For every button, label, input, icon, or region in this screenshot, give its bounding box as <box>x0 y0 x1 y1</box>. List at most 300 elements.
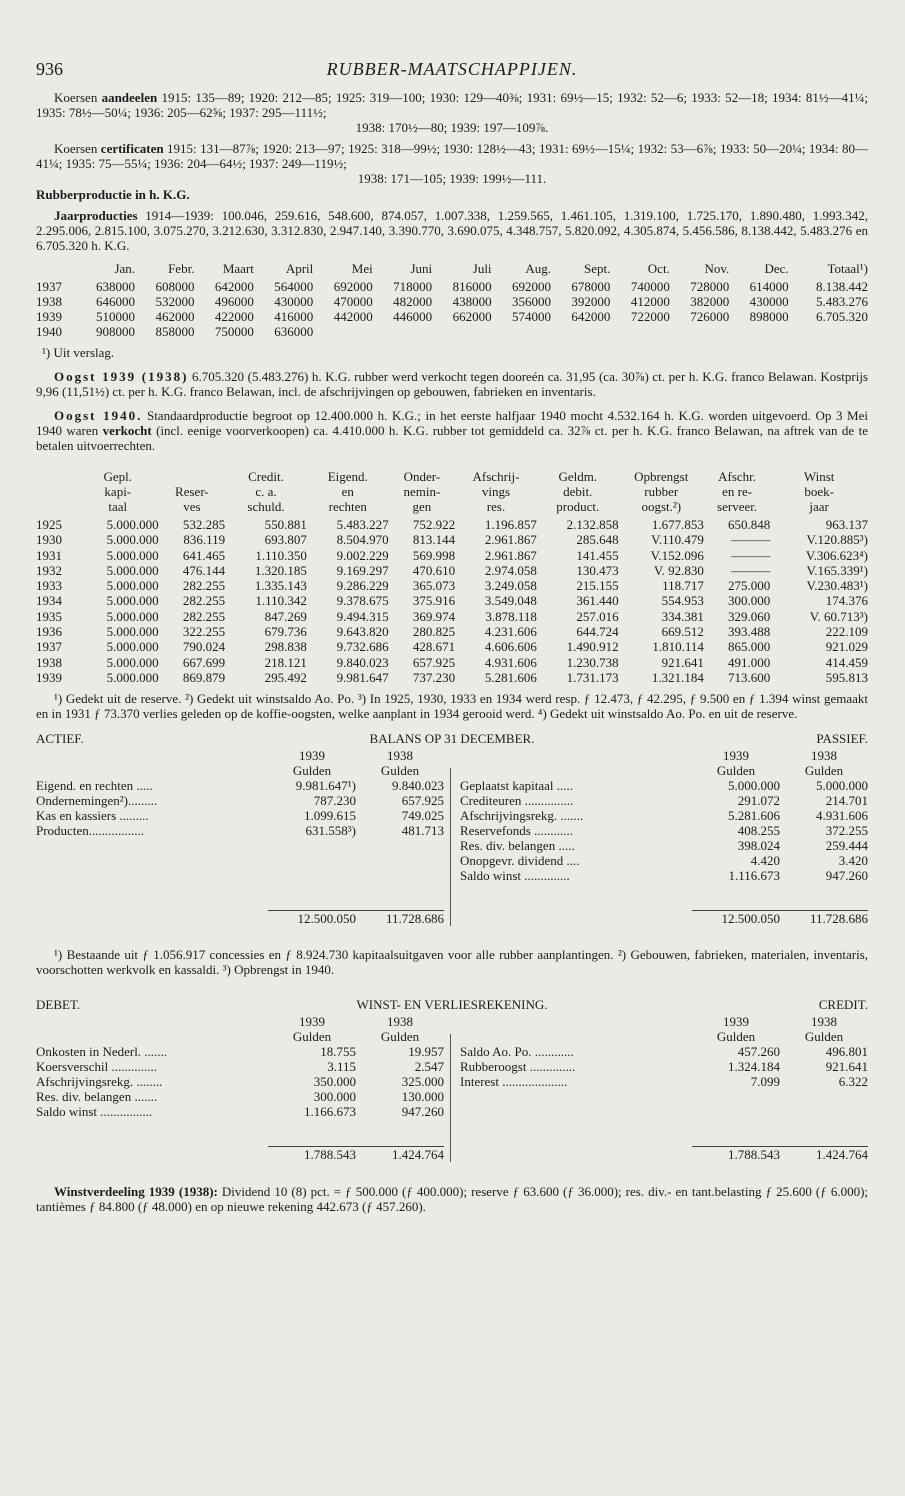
financial-cell: 1.490.912 <box>566 639 619 655</box>
financial-header-cell: Gepl. <box>103 469 133 484</box>
financial-cell: 1.321.184 <box>651 669 704 685</box>
monthly-cell: 908000 <box>96 324 136 339</box>
monthly-cell: 470000 <box>333 294 373 309</box>
financial-cell: 334.381 <box>661 608 704 624</box>
balans-passief-total: 12.500.050 11.728.686 <box>460 910 868 926</box>
financial-cell: 1931 <box>36 547 62 563</box>
monthly-cell: 642000 <box>571 309 611 324</box>
financial-cell: 8.504.970 <box>336 532 389 548</box>
winstverlies-credit-cell: 7.099 <box>750 1074 780 1090</box>
balans-passief-row <box>460 823 868 838</box>
financial-cell: 1930 <box>36 532 62 548</box>
balans-passief-cell: 291.072 <box>737 793 780 809</box>
financial-cell: 295.492 <box>264 669 307 685</box>
winstverlies-credit-cell: Rubberoogst .............. <box>460 1059 576 1075</box>
oogst-1940: Oogst 1940. Standaardproductie begroot op 12.400.000 h. K.G.; in het eerste halfjaar 1940 mocht 4.532.164 h. K.G. worden uitgevoerd. Op 3 Mei 1940 waren verkocht (incl. eenige voorverkoopen) ca. 4.410.000 h. K.G. rubber tot gemiddeld ca. 32⅞ ct. per h. K.G. franco Belawan, na aftrek van de te betalen uitvoerrechten. <box>36 408 868 453</box>
balans-actief-cell: 657.925 <box>401 793 444 809</box>
financial-header-cell: Afschr. <box>718 469 757 484</box>
financial-cell: 1.320.185 <box>254 562 307 578</box>
monthly-cell: 416000 <box>274 309 314 324</box>
financial-cell: 2.961.867 <box>484 532 537 548</box>
financial-cell: 9.732.686 <box>336 639 389 655</box>
financial-cell: 5.000.000 <box>106 562 159 578</box>
monthly-cell: 6.705.320 <box>816 309 868 324</box>
winstverlies-debet: 1939 1938 Gulden Gulden Onkosten in Nederl. ....... 18.755 19.957 Koersverschil .............. 3.115 2.547 Afschrijvingsrekg. ........ 350.000 325.000 Res. div. belangen ....... 300.000 130.000 Saldo winst ................ 1.166.673 947.260 1.788.543 1.424.764 <box>36 1014 444 1162</box>
balans-footnote: ¹) Bestaande uit ƒ 1.056.917 concessies en ƒ 8.924.730 kapitaalsuitgaven voor alle rubber aanplantingen. ²) Gebouwen, fabrieken, materialen, inventaris, voorschotten werkvolk en kassaldi. ³) Opbrengst in 1940. <box>36 947 868 978</box>
financial-cell: 282.255 <box>182 578 226 594</box>
monthly-cell: 1938 <box>36 294 62 309</box>
financial-cell: 476.144 <box>182 562 226 578</box>
winstverlies-debet-row <box>36 1059 444 1074</box>
monthly-header-cell: Juli <box>472 261 492 276</box>
winstverlies-credit: 1939 1938 Gulden Gulden Saldo Ao. Po. ............ 457.260 496.801 Rubberoogst .............. 1.324.184 921.641 Interest .................... 7.099 6.322 1.788.543 1.424.764 <box>460 1014 868 1162</box>
financial-cell: 3.878.118 <box>485 608 537 624</box>
monthly-header-cell: Oct. <box>647 261 670 276</box>
winstverlies-title: WINST- EN VERLIESREKENING. <box>356 997 548 1013</box>
winstverlies-credit-row <box>460 1044 868 1059</box>
balans-passief-cell: Reservefonds ............ <box>460 823 574 839</box>
running-head: RUBBER-MAATSCHAPPIJEN. <box>326 59 578 79</box>
monthly-row <box>36 324 868 339</box>
financial-cell: 1934 <box>36 593 62 609</box>
balans-actief-title: ACTIEF. <box>36 731 84 747</box>
balans-actief-total: 12.500.050 11.728.686 <box>36 910 444 926</box>
financial-header-cell: debit. <box>563 484 593 499</box>
financial-cell: 569.998 <box>412 547 456 563</box>
winstverlies-credit-cell: 6.322 <box>838 1074 868 1090</box>
financial-cell: 9.286.229 <box>336 578 389 594</box>
financial-header-cell <box>36 484 77 499</box>
financial-cell: 1.677.853 <box>651 517 704 532</box>
jaarproducties: Jaarproducties 1914—1939: 100.046, 259.616, 548.600, 874.057, 1.007.338, 1.259.565, 1.461.105, 1.319.100, 1.725.170, 1.890.480, 1.993.342, 2.295.006, 2.815.100, 3.075.270, 3.212.630, 3.312.830, 2.947.140, 3.390.770, 3.690.075, 4.348.757, 5.820.092, 4.305.874, 5.456.586, 8.138.442, 5.483.276 en 6.705.320 h. K.G. <box>36 208 868 253</box>
financial-cell: 5.000.000 <box>106 624 159 640</box>
monthly-cell: 430000 <box>274 294 314 309</box>
financial-cell: 3.249.058 <box>484 578 537 594</box>
financial-cell: 3.549.048 <box>484 593 537 609</box>
financial-cell: 282.255 <box>182 608 226 624</box>
financial-cell: 847.269 <box>264 608 307 624</box>
monthly-row <box>36 294 868 309</box>
financial-header-cell: boek- <box>804 484 834 499</box>
financial-cell: 1.810.114 <box>652 639 704 655</box>
financial-cell: 141.455 <box>576 547 619 563</box>
financial-header-cell: gen <box>412 499 432 514</box>
monthly-cell <box>789 324 868 339</box>
monthly-cell: 482000 <box>393 294 433 309</box>
monthly-header-cell: Juni <box>410 261 433 276</box>
monthly-cell: 692000 <box>333 279 373 294</box>
monthly-footnote: ¹) Uit verslag. <box>42 345 115 360</box>
financial-header-cell: schuld. <box>247 499 285 514</box>
financial-cell: 693.807 <box>264 532 307 548</box>
monthly-cell: 446000 <box>393 309 433 324</box>
balans-passief-cell: 5.281.606 <box>728 808 780 824</box>
balans-actief-row <box>36 793 444 808</box>
winstverlies-debet-row <box>36 1074 444 1089</box>
balans-passief-cell: 1.116.673 <box>728 868 780 884</box>
financial-cell: 1936 <box>36 624 62 640</box>
balans-passief-cell: 5.000.000 <box>816 778 868 794</box>
financial-cell: 280.825 <box>412 624 456 640</box>
balans-actief-cell: 9.981.647¹) <box>295 778 356 794</box>
winstverlies-divider <box>450 1034 451 1162</box>
balans-passief-row <box>460 808 868 823</box>
financial-header-cell: rubber <box>644 484 679 499</box>
financial-cell: 4.606.606 <box>484 639 537 655</box>
financial-row <box>36 548 868 563</box>
monthly-cell: 642000 <box>214 279 254 294</box>
monthly-cell: 438000 <box>452 294 492 309</box>
financial-cell: 9.169.297 <box>336 562 389 578</box>
monthly-header-cell: Jan. <box>114 261 136 276</box>
financial-cell: ——— <box>731 562 771 578</box>
winstverlies-credit-cell: 496.801 <box>825 1044 868 1060</box>
financial-cell: 1939 <box>36 669 62 685</box>
monthly-cell: 750000 <box>214 324 254 339</box>
balans-actief: 1939 1938 Gulden Gulden Eigend. en rechten ..... 9.981.647¹) 9.840.023 Ondernemingen²)......... 787.230 657.925 Kas en kassiers ......... 1.099.615 749.025 Producten................. 631.558³) 481.713 12.500.050 11.728.686 <box>36 748 444 926</box>
financial-header-cell: Reser- <box>175 484 209 499</box>
winstverlies-credit-row <box>460 1059 868 1074</box>
financial-cell: 5.000.000 <box>106 532 159 548</box>
financial-cell: 641.465 <box>182 547 226 563</box>
monthly-header-cell: Aug. <box>525 261 551 276</box>
financial-cell: 1935 <box>36 608 62 624</box>
financial-cell: 215.155 <box>576 578 619 594</box>
financial-cell: 130.473 <box>576 562 619 578</box>
monthly-row <box>36 279 868 294</box>
monthly-cell: 1939 <box>36 309 62 324</box>
financial-header-cell <box>159 469 225 484</box>
balans-passief-cell: 408.255 <box>737 823 780 839</box>
winstverlies-credit-cell: Saldo Ao. Po. ............ <box>460 1044 574 1060</box>
winstverlies-credit-cell: Interest .................... <box>460 1074 568 1090</box>
financial-cell: 9.002.229 <box>336 547 389 563</box>
financial-cell: V.306.623⁴) <box>805 547 868 563</box>
financial-cell: 790.024 <box>182 639 226 655</box>
financial-cell: 921.029 <box>825 639 868 655</box>
financial-cell: V.230.483¹) <box>806 578 868 594</box>
financial-header-cell: kapi- <box>104 484 132 499</box>
balans-section <box>36 731 868 977</box>
balans-title: BALANS OP 31 DECEMBER. <box>369 731 535 747</box>
financial-cell: 4.931.606 <box>484 654 537 670</box>
winstverlies-columns <box>36 1014 868 1180</box>
monthly-cell: 442000 <box>333 309 373 324</box>
winstverlies-debet-row <box>36 1104 444 1119</box>
winstverlies-debet-cell: 350.000 <box>313 1074 356 1090</box>
financial-header-cell: product. <box>556 499 600 514</box>
financial-cell: 554.953 <box>661 593 704 609</box>
balans-actief-cell: Kas en kassiers ......... <box>36 808 149 824</box>
monthly-cell <box>610 324 669 339</box>
financial-cell: 1.731.173 <box>566 669 619 685</box>
winstverlies-debet-cell: Koersverschil .............. <box>36 1059 157 1075</box>
monthly-cell: 392000 <box>571 294 611 309</box>
balans-actief-cell: Producten................. <box>36 823 144 839</box>
financial-cell: 5.000.000 <box>106 578 159 594</box>
financial-cell: 414.459 <box>825 654 868 670</box>
monthly-cell <box>492 324 551 339</box>
monthly-cell: 858000 <box>155 324 195 339</box>
winstverlies-credit-title: CREDIT. <box>818 997 868 1013</box>
financial-cell: 737.230 <box>412 669 456 685</box>
financial-cell: 679.736 <box>264 624 307 640</box>
financial-cell: 869.879 <box>182 669 226 685</box>
monthly-cell: 816000 <box>452 279 492 294</box>
financial-cell: 491.000 <box>728 654 771 670</box>
winstverlies-debet-cell: 18.755 <box>320 1044 356 1060</box>
financial-cell: 470.610 <box>412 562 456 578</box>
financial-cell: 5.281.606 <box>484 669 537 685</box>
balans-passief-row <box>460 868 868 883</box>
financial-footnote: ¹) Gedekt uit de reserve. ²) Gedekt uit winstsaldo Ao. Po. ³) In 1925, 1930, 1933 en 1934 werd resp. ƒ 12.473, ƒ 42.295, ƒ 9.500 en ƒ 1.394 winst gemaakt en in 1931 ƒ 73.370 verlies geleden op de koffie-oogsten, welke aanplant in 1934 gerooid werd. ⁴) Gedekt uit winstsaldo Ao. Po. en uit de reserve. <box>36 691 868 722</box>
monthly-header-cell: Dec. <box>764 261 789 276</box>
monthly-cell: 678000 <box>571 279 611 294</box>
winstverlies-credit-cell: 457.260 <box>737 1044 780 1060</box>
balans-passief-cell: Saldo winst .............. <box>460 868 570 884</box>
monthly-cell: 692000 <box>511 279 551 294</box>
financial-header-cell <box>36 469 77 484</box>
financial-header-cell: res. <box>486 499 506 514</box>
monthly-cell: 728000 <box>690 279 730 294</box>
winstverlies-debet-cell: Afschrijvingsrekg. ........ <box>36 1074 163 1090</box>
balans-passief-cell: Res. div. belangen ..... <box>460 838 575 854</box>
monthly-cell: 430000 <box>749 294 789 309</box>
financial-cell: 2.974.058 <box>484 562 537 578</box>
monthly-cell: 510000 <box>96 309 136 324</box>
koersen-aandeelen: Koersen aandeelen 1915: 135—89; 1920: 212—85; 1925: 319—100; 1930: 129—40⅜; 1931: 69½—15; 1932: 52—6; 1933: 52—18; 1934: 81½—41¼; 1935: 78½—50¼; 1936: 205—62⅝; 1937: 295—111½; <box>36 90 868 120</box>
financial-cell: 285.648 <box>576 532 619 548</box>
financial-header-cell: Credit. <box>248 469 284 484</box>
balans-actief-cell: 481.713 <box>401 823 444 839</box>
balans-actief-row <box>36 778 444 793</box>
financial-cell: 595.813 <box>825 669 868 685</box>
financial-cell: 1925 <box>36 517 62 532</box>
financial-row <box>36 609 868 624</box>
monthly-cell: 608000 <box>155 279 195 294</box>
section-heading: Rubberproductie in h. K.G. <box>36 187 190 202</box>
financial-cell: 1.196.857 <box>484 517 537 532</box>
financial-cell: V.120.885³) <box>806 532 868 548</box>
financial-cell: V. 60.713³) <box>809 608 868 624</box>
financial-cell: 118.717 <box>662 578 704 594</box>
monthly-header-cell: Febr. <box>168 261 195 276</box>
koersen-certificaten: Koersen certificaten 1915: 131—87⅞; 1920: 213—97; 1925: 318—99½; 1930: 128½—43; 1931: 69½—15¼; 1932: 53—6⅞; 1933: 50—20¼; 1934: 80—41¼; 1935: 75—55¼; 1936: 204—64½; 1937: 249—119½; <box>36 141 868 171</box>
financial-header-cell: Eigend. <box>327 469 368 484</box>
financial-row <box>36 593 868 608</box>
monthly-cell: 662000 <box>452 309 492 324</box>
financial-cell: 361.440 <box>576 593 619 609</box>
balans-passief-cell: 259.444 <box>825 838 868 854</box>
financial-cell: 2.961.867 <box>484 547 537 563</box>
financial-cell: 752.922 <box>412 517 456 532</box>
financial-header-cell: oogst.²) <box>641 499 682 514</box>
financial-cell: 428.671 <box>412 639 456 655</box>
balans-actief-row <box>36 808 444 823</box>
financial-cell: 1.110.350 <box>255 547 307 563</box>
balans-passief-row <box>460 793 868 808</box>
financial-cell: 657.925 <box>412 654 456 670</box>
financial-cell: 1933 <box>36 578 62 594</box>
monthly-cell: 8.138.442 <box>816 279 868 294</box>
koersen-certificaten-last: 1938: 171—105; 1939: 199½—111. <box>357 171 547 186</box>
financial-cell: 865.000 <box>728 639 771 655</box>
financial-header-row <box>36 469 868 484</box>
winstverlies-debet-row <box>36 1089 444 1104</box>
monthly-cell: 638000 <box>96 279 136 294</box>
financial-cell: 1.230.738 <box>566 654 619 670</box>
financial-cell: 5.483.227 <box>336 517 389 532</box>
monthly-cell <box>670 324 729 339</box>
financial-cell: 667.699 <box>182 654 226 670</box>
financial-header-cell: taal <box>108 499 128 514</box>
financial-cell: 322.255 <box>182 624 226 640</box>
winstverlies-debet-cell: Onkosten in Nederl. ....... <box>36 1044 168 1060</box>
monthly-cell: 382000 <box>690 294 730 309</box>
balans-passief-cell: 5.000.000 <box>728 778 780 794</box>
winstverlies-debet-cell: 2.547 <box>414 1059 444 1075</box>
monthly-cell: 422000 <box>214 309 254 324</box>
monthly-cell: 1940 <box>36 324 62 339</box>
balans-actief-cell: 9.840.023 <box>392 778 444 794</box>
balans-passief-cell: 398.024 <box>737 838 780 854</box>
balans-passief-cell: 947.260 <box>825 868 868 884</box>
balans-actief-cell: 787.230 <box>313 793 356 809</box>
financial-cell: 963.137 <box>825 517 868 532</box>
financial-cell: 713.600 <box>728 669 771 685</box>
oogst-1939: Oogst 1939 (1938) 6.705.320 (5.483.276) h. K.G. rubber werd verkocht tegen dooreén ca. 31,95 (ca. 30⅞) ct. per h. K.G. franco Belawan. Kostprijs 9,96 (11,51½) ct. per h. K.G. franco Belawan, incl. de afschrijvingen op gebouwen, fabrieken en inventaris. <box>36 369 868 399</box>
monthly-row <box>36 309 868 324</box>
financial-cell: 669.512 <box>661 624 704 640</box>
financial-cell: 644.724 <box>576 624 619 640</box>
financial-cell: 5.000.000 <box>106 654 159 670</box>
financial-cell: V.165.339¹) <box>806 562 868 578</box>
financial-row <box>36 517 868 532</box>
financial-cell: 9.643.820 <box>336 624 389 640</box>
winstverdeeling: Winstverdeeling 1939 (1938): Dividend 10 (8) pct. = ƒ 500.000 (ƒ 400.000); reserve ƒ 63.600 (ƒ 36.000); res. div.- en tant.belasting ƒ 25.600 (ƒ 6.000); tantièmes ƒ 84.800 (ƒ 48.000) en op nieuwe rekening 442.673 (ƒ 457.260). <box>36 1184 869 1215</box>
financial-cell: 1.110.342 <box>255 593 307 609</box>
page-number: 936 <box>36 59 63 79</box>
monthly-cell: 564000 <box>274 279 314 294</box>
winstverlies-debet-cell: 19.957 <box>408 1044 444 1060</box>
financial-cell: 365.073 <box>412 578 456 594</box>
monthly-cell: 496000 <box>214 294 254 309</box>
financial-cell: 5.000.000 <box>106 639 159 655</box>
financial-cell: 5.000.000 <box>106 547 159 563</box>
financial-header-cell: Afschrij- <box>472 469 520 484</box>
winstverlies-debet-cell: 947.260 <box>401 1104 444 1120</box>
monthly-header-cell: Totaal¹) <box>827 261 868 276</box>
financial-cell: ——— <box>731 532 771 548</box>
winstverlies-debet-cell: Saldo winst ................ <box>36 1104 153 1120</box>
winstverlies-debet-cell: 3.115 <box>327 1059 356 1075</box>
winstverlies-credit-total: 1.788.543 1.424.764 <box>460 1146 868 1162</box>
balans-passief-cell: 214.701 <box>825 793 868 809</box>
monthly-cell: 462000 <box>155 309 195 324</box>
winstverlies-debet-cell: 325.000 <box>401 1074 444 1090</box>
balans-passief-cell: 372.255 <box>825 823 868 839</box>
financial-header-cell: Onder- <box>403 469 441 484</box>
financial-cell: 393.488 <box>728 624 771 640</box>
balans-passief-cell: 4.931.606 <box>816 808 868 824</box>
financial-header-cell: rechten <box>328 499 367 514</box>
balans-passief-cell: 3.420 <box>838 853 868 869</box>
financial-cell: 921.641 <box>661 654 704 670</box>
financial-overview-table <box>36 469 868 685</box>
monthly-cell: 646000 <box>96 294 136 309</box>
financial-cell: 813.144 <box>412 532 456 548</box>
financial-cell: 5.000.000 <box>106 669 159 685</box>
financial-cell: 5.000.000 <box>106 517 159 532</box>
balans-actief-cell: Eigend. en rechten ..... <box>36 778 153 794</box>
monthly-header-cell: Maart <box>222 261 254 276</box>
financial-header-row <box>36 484 868 499</box>
balans-titles <box>36 731 868 748</box>
financial-header-cell: en <box>341 484 354 499</box>
financial-header-row <box>36 499 868 517</box>
financial-cell: 650.848 <box>728 517 771 532</box>
balans-passief-title: PASSIEF. <box>816 731 868 747</box>
financial-cell: ——— <box>731 547 771 563</box>
balans-passief-row <box>460 853 868 868</box>
monthly-cell <box>313 324 372 339</box>
financial-cell: 836.119 <box>183 532 226 548</box>
monthly-cell <box>373 324 432 339</box>
monthly-header-row <box>36 261 868 279</box>
financial-cell: 9.981.647 <box>336 669 389 685</box>
balans-actief-cell: 631.558³) <box>305 823 356 839</box>
financial-header-cell: ves <box>183 499 201 514</box>
financial-row <box>36 670 868 685</box>
financial-header-cell: vings <box>481 484 511 499</box>
financial-cell: 9.378.675 <box>336 593 389 609</box>
monthly-header-cell: Nov. <box>704 261 730 276</box>
financial-row <box>36 655 868 670</box>
page-header <box>36 59 868 90</box>
financial-header-cell: Geldm. <box>558 469 598 484</box>
financial-header-cell: serveer. <box>717 499 758 514</box>
winstverlies-debet-title: DEBET. <box>36 997 81 1013</box>
winstverlies-debet-total: 1.788.543 1.424.764 <box>36 1146 444 1162</box>
financial-header-cell: c. a. <box>255 484 277 499</box>
monthly-cell <box>729 324 788 339</box>
financial-cell: 1.335.143 <box>254 578 307 594</box>
financial-header-cell: Opbrengst <box>634 469 689 484</box>
financial-cell: V.110.479 <box>651 532 704 548</box>
financial-row <box>36 639 868 654</box>
financial-cell: V. 92.830 <box>653 562 704 578</box>
financial-cell: 9.840.023 <box>336 654 389 670</box>
financial-row <box>36 624 868 639</box>
financial-cell: 5.000.000 <box>106 593 159 609</box>
financial-cell: 218.121 <box>264 654 307 670</box>
financial-header-cell: en re- <box>722 484 753 499</box>
financial-cell: 1937 <box>36 639 62 655</box>
financial-cell: 1938 <box>36 654 62 670</box>
financial-row <box>36 532 868 547</box>
monthly-header-cell: Mei <box>351 261 373 276</box>
winstverlies-debet-row <box>36 1044 444 1059</box>
financial-cell: 1932 <box>36 562 62 578</box>
monthly-cell: 1937 <box>36 279 62 294</box>
balans-actief-row <box>36 823 444 838</box>
financial-header-cell <box>36 499 77 517</box>
balans-passief-cell: Afschrijvingsrekg. ....... <box>460 808 584 824</box>
balans-actief-cell: Ondernemingen²)......... <box>36 793 158 809</box>
winstverlies-titles <box>36 997 868 1014</box>
document-page <box>36 59 869 1215</box>
monthly-cell: 726000 <box>690 309 730 324</box>
